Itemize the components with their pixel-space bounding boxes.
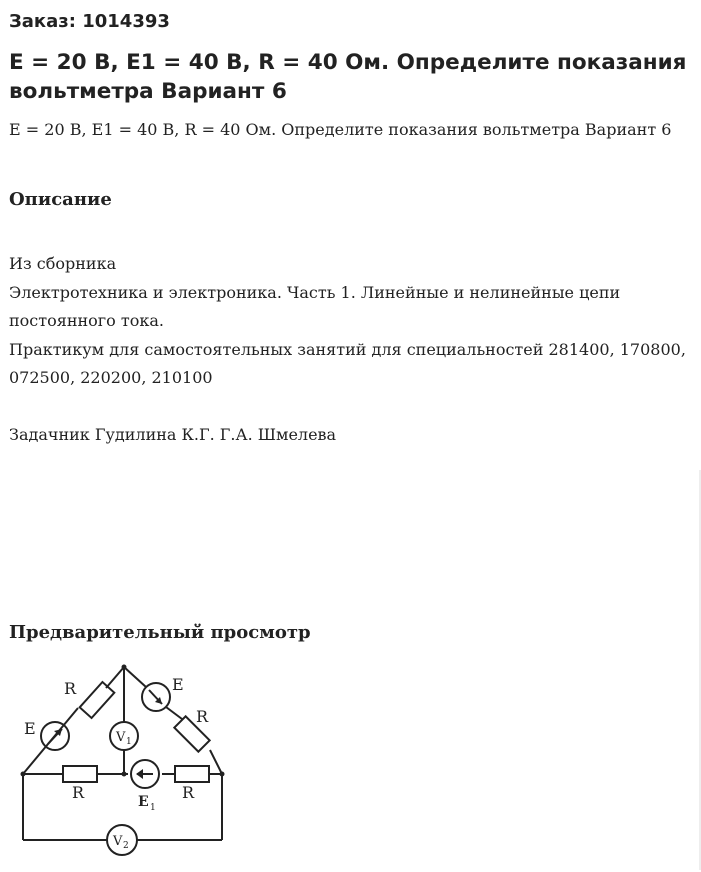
description-blank-line bbox=[9, 393, 689, 422]
wire-right-upper bbox=[124, 667, 146, 687]
description-line: постоянного тока. bbox=[9, 311, 165, 330]
label-v2: V bbox=[113, 834, 123, 849]
circuit-preview bbox=[10, 660, 246, 860]
description-line: Электротехника и электроника. Часть 1. Линейные и нелинейные цепи bbox=[9, 282, 621, 302]
task-subtitle: E = 20 В, E1 = 40 В, R = 40 Ом. Определите показания вольтметра Вариант 6 bbox=[9, 120, 672, 139]
label-r-right: R bbox=[196, 707, 209, 726]
resistor-top-left bbox=[80, 682, 115, 718]
wire-left-upper bbox=[106, 667, 124, 688]
description-heading: Описание bbox=[9, 189, 112, 210]
node-left bbox=[21, 772, 26, 777]
label-e1-sub: 1 bbox=[150, 803, 156, 813]
description-line: Задачник Гудилина К.Г. Г.А. Шмелева bbox=[9, 425, 337, 444]
resistor-bottom-right bbox=[175, 766, 209, 782]
label-v1-sub: 1 bbox=[126, 737, 132, 747]
node-top bbox=[122, 665, 127, 670]
label-e-top-right: E bbox=[172, 675, 184, 694]
wire-right-mid bbox=[166, 707, 182, 719]
label-r-top-left: R bbox=[64, 679, 77, 698]
label-r-bottom-right: R bbox=[182, 783, 195, 802]
description-line: Практикум для самостоятельных занятий для специальностей 281400, 170800, 072500, 220200, 210100 bbox=[9, 339, 686, 387]
node-right bbox=[220, 772, 225, 777]
page-title: E = 20 В, E1 = 40 В, R = 40 Ом. Определите показания вольтметра Вариант 6 bbox=[9, 50, 687, 104]
node-center bbox=[122, 772, 127, 777]
label-r-bottom-left: R bbox=[72, 783, 85, 802]
circuit-diagram bbox=[10, 660, 246, 860]
label-e-left: E bbox=[24, 719, 36, 738]
label-v2-sub: 2 bbox=[123, 841, 129, 851]
description-body bbox=[9, 250, 689, 450]
arrowhead-e1 bbox=[136, 769, 143, 779]
label-e1: E bbox=[138, 794, 149, 810]
label-v1: V bbox=[116, 730, 126, 745]
resistor-bottom-left bbox=[63, 766, 97, 782]
wire-right-lower bbox=[210, 750, 222, 774]
description-line: Из сборника bbox=[9, 254, 117, 273]
preview-heading: Предварительный просмотр bbox=[9, 622, 311, 643]
order-number: Заказ: 1014393 bbox=[9, 11, 170, 32]
